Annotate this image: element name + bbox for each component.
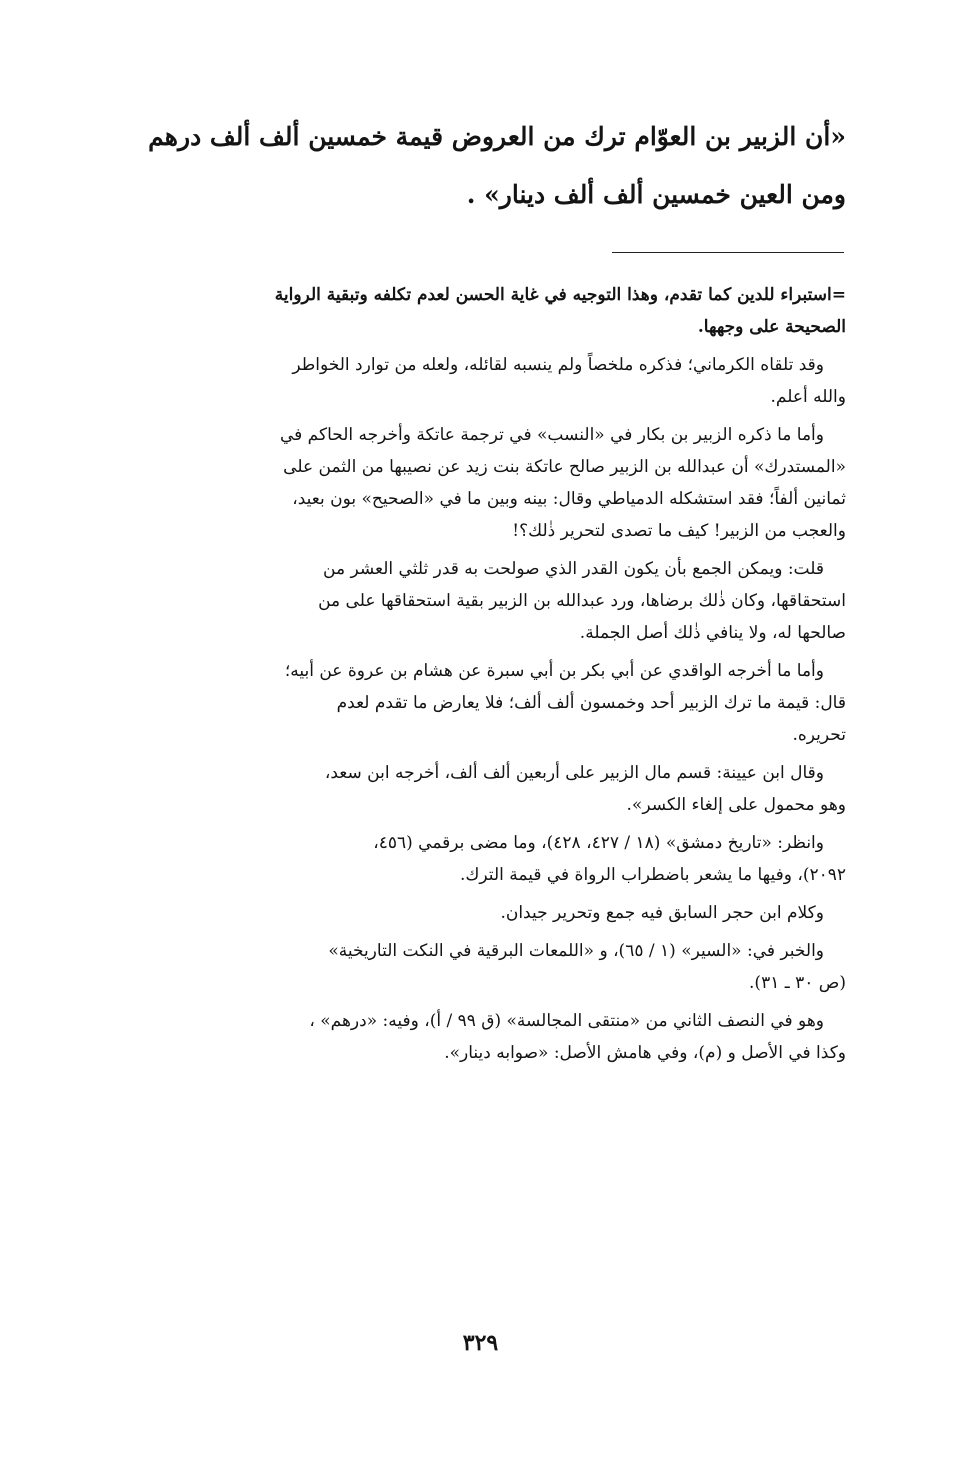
footnote-paragraph: [132, 1005, 846, 1069]
footnote-line: وقد تلقاه الكرماني؛ فذكره ملخصاً ولم ينسبه لقائله، ولعله من توارد الخواطر: [292, 355, 824, 375]
page-number: ٣٢٩: [462, 1330, 499, 1356]
footnote-line: وكلام ابن حجر السابق فيه جمع وتحرير جيدان.: [500, 903, 824, 923]
footnote-line: استحقاقها، وكان ذٰلك برضاها، ورد عبدالله بن الزبير بقية استحقاقها على من: [318, 591, 846, 611]
footnote-line: وأما ما ذكره الزبير بن بكار في «النسب» في ترجمة عاتكة وأخرجه الحاكم في: [279, 425, 824, 445]
footnote-line: والعجب من الزبير! كيف ما تصدى لتحرير ذٰلك؟!: [512, 521, 846, 541]
footnote-line: وأما ما أخرجه الواقدي عن أبي بكر بن أبي سبرة عن هشام بن عروة عن أبيه؛: [284, 661, 824, 681]
footnote-paragraph: [132, 553, 846, 649]
footnote-paragraph: [132, 279, 846, 343]
footnote-separator: [612, 252, 844, 253]
footnote-paragraph: [132, 897, 846, 929]
footnote-line: وكذا في الأصل و (م)، وفي هامش الأصل: «صوابه دينار».: [444, 1043, 846, 1063]
footnote-paragraph: [132, 655, 846, 751]
footnote-line: قلت: ويمكن الجمع بأن يكون القدر الذي صولحت به قدر ثلثي العشر من: [323, 559, 824, 579]
footnote-line: وانظر: «تاريخ دمشق» (١٨ / ٤٢٧، ٤٢٨)، وما مضى برقمي (٤٥٦،: [373, 833, 824, 853]
footnote-line: «المستدرك» أن عبدالله بن الزبير صالح عاتكة بنت زيد عن نصيبها من الثمن على: [283, 457, 846, 477]
footnote-line: والخبر في: «السير» (١ / ٦٥)، و «اللمعات البرقية في النكت التاريخية»: [328, 941, 824, 961]
footnote-paragraph: [132, 419, 846, 547]
main-text-line: ومن العين خمسين ألف ألف دينار» .: [466, 180, 846, 209]
footnote-line: قال: قيمة ما ترك الزبير أحد وخمسون ألف ألف؛ فلا يعارض ما تقدم لعدم: [336, 693, 846, 713]
footnote-line: الصحيحة على وجهها.: [697, 317, 846, 337]
footnote-paragraph: [132, 757, 846, 821]
footnote-line: والله أعلم.: [770, 387, 846, 407]
main-text: [128, 108, 846, 224]
footnote-line: =استبراء للدين كما تقدم، وهذا التوجيه في غاية الحسن لعدم تكلفه وتبقية الرواية: [274, 285, 846, 305]
footnote-line: (ص ٣٠ ـ ٣١).: [749, 973, 846, 993]
footnote-line: صالحها له، ولا ينافي ذٰلك أصل الجملة.: [579, 623, 846, 643]
footnote-paragraph: [132, 827, 846, 891]
footnote-line: وقال ابن عيينة: قسم مال الزبير على أربعين ألف ألف، أخرجه ابن سعد،: [324, 763, 824, 783]
footnote-paragraph: [132, 935, 846, 999]
footnote-line: ثمانين ألفاً؛ فقد استشكله الدمياطي وقال: بينه وبين ما في «الصحيح» بون بعيد،: [292, 489, 846, 509]
footnote-line: تحريره.: [792, 725, 846, 745]
footnote-line: وهو في النصف الثاني من «منتقى المجالسة» (ق ٩٩ / أ)، وفيه: «درهم» ،: [309, 1011, 824, 1031]
footnote-section: [132, 279, 846, 1075]
footnote-line: ٢٠٩٢)، وفيها ما يشعر باضطراب الرواة في قيمة الترك.: [460, 865, 846, 885]
footnote-paragraph: [132, 349, 846, 413]
main-text-line: «أن الزبير بن العوّام ترك من العروض قيمة خمسين ألف ألف درهم: [148, 122, 846, 151]
footnote-line: وهو محمول على إلغاء الكسر».: [626, 795, 846, 815]
